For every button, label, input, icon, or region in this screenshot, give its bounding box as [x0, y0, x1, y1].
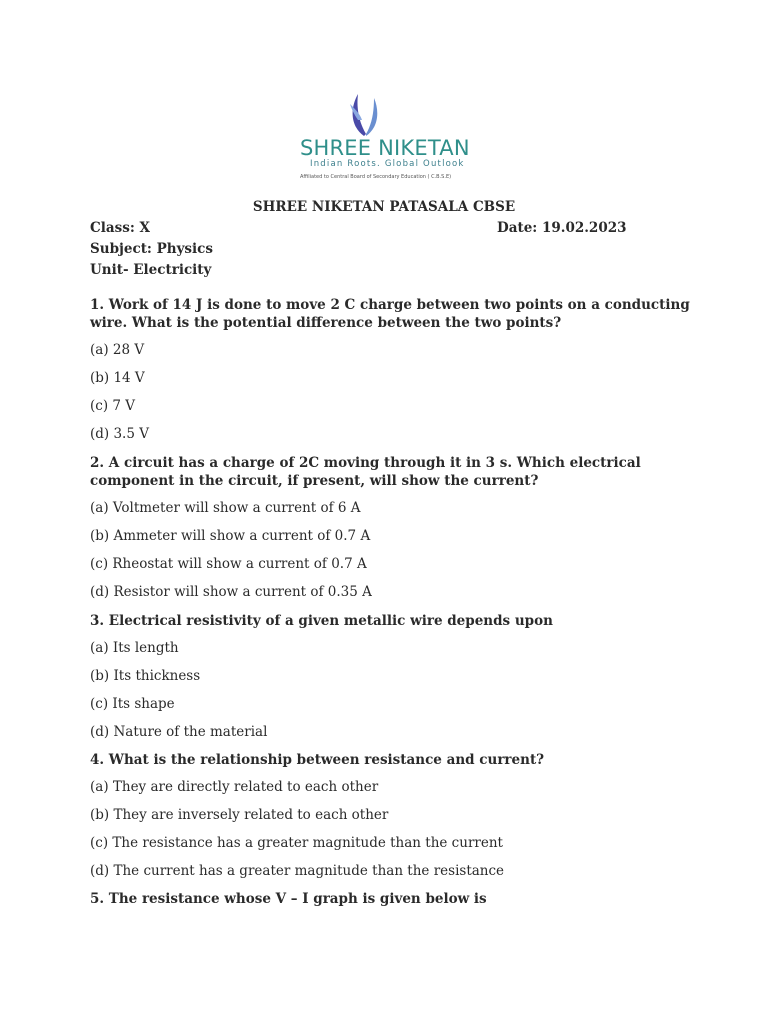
logo-affiliation: Affiliated to Central Board of Secondary Education ( C.B.S.E)	[300, 174, 452, 180]
school-title: SHREE NIKETAN PATASALA CBSE	[252, 199, 516, 215]
q4-option-d: (d) The current has a greater magnitude than the resistance	[90, 863, 505, 879]
logo-tagline: Indian Roots. Global Outlook	[310, 159, 465, 169]
class-label: Class: X	[90, 220, 150, 236]
q1-option-b: (b) 14 V	[90, 370, 145, 386]
question-2: 2. A circuit has a charge of 2C moving through it in 3 s. Which electrical component in the circuit, if present, will show the current?	[90, 455, 641, 489]
school-logo	[296, 90, 476, 186]
question-3: 3. Electrical resistivity of a given metallic wire depends upon	[90, 613, 553, 629]
q2-option-a: (a) Voltmeter will show a current of 6 A	[90, 500, 361, 516]
q3-option-c: (c) Its shape	[90, 696, 175, 712]
q3-option-b: (b) Its thickness	[90, 668, 201, 684]
q4-option-b: (b) They are inversely related to each other	[90, 807, 389, 823]
q1-option-c: (c) 7 V	[90, 398, 136, 414]
question-1: 1. Work of 14 J is done to move 2 C charge between two points on a conducting wire. What is the potential difference between the two points?	[90, 297, 690, 331]
q1-option-d: (d) 3.5 V	[90, 426, 149, 442]
q4-option-c: (c) The resistance has a greater magnitude than the current	[90, 835, 503, 851]
q1-option-a: (a) 28 V	[90, 342, 145, 358]
question-4: 4. What is the relationship between resistance and current?	[90, 752, 545, 768]
q3-option-a: (a) Its length	[90, 640, 179, 656]
leaf-emblem-icon	[344, 90, 384, 138]
q2-option-d: (d) Resistor will show a current of 0.35 A	[90, 584, 372, 600]
logo-brand-name: SHREE NIKETAN	[300, 136, 470, 160]
subject-label: Subject: Physics	[90, 241, 213, 257]
q2-option-b: (b) Ammeter will show a current of 0.7 A	[90, 528, 371, 544]
question-5: 5. The resistance whose V – I graph is given below is	[90, 891, 487, 907]
q2-option-c: (c) Rheostat will show a current of 0.7 A	[90, 556, 367, 572]
unit-label: Unit- Electricity	[90, 262, 212, 278]
q3-option-d: (d) Nature of the material	[90, 724, 268, 740]
date-label: Date: 19.02.2023	[497, 220, 627, 236]
q4-option-a: (a) They are directly related to each other	[90, 779, 379, 795]
